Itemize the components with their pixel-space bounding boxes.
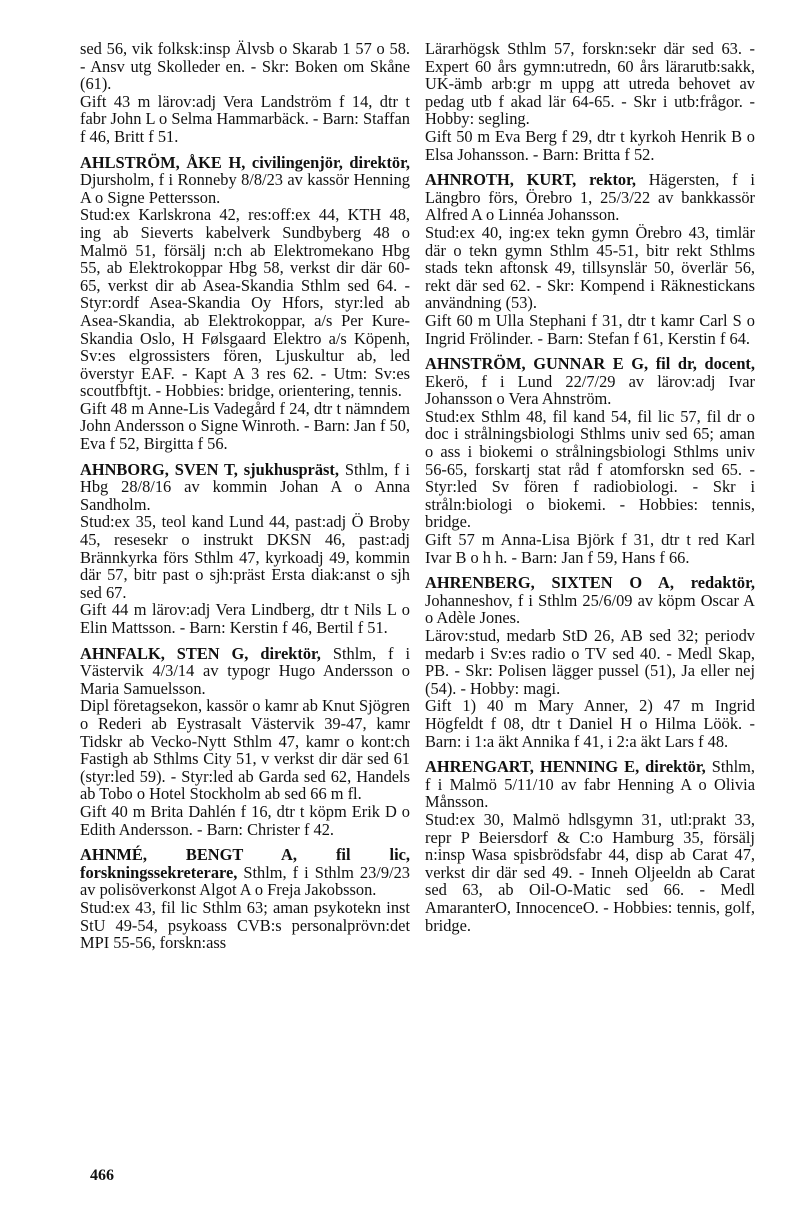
- directory-entry: [80, 40, 410, 146]
- entry-paragraph: [80, 93, 410, 146]
- page-number: 466: [90, 1167, 114, 1184]
- entry-text: Gift 60 m Ulla Stephani f 31, dtr t kamr Carl S o Ingrid Frölinder. - Barn: Stefan f 61, Kerstin f 64.: [425, 310, 755, 348]
- entry-paragraph: [425, 355, 755, 408]
- entry-text: Stud:ex 40, ing:ex tekn gymn Örebro 43, timlär där o tekn gymn Sthlm 45-51, bitr rekt Sthlms stads tekn aftonsk 49, tillsynslär 50, överlär 56, rekt där sed 62. - Skr: Kompend i Räknestickans användning (53).: [425, 222, 755, 313]
- entry-text: Gift 40 m Brita Dahlén f 16, dtr t köpm Erik D o Edith Andersson. - Barn: Christer f 42.: [80, 801, 410, 839]
- entry-paragraph: [425, 40, 755, 128]
- entry-paragraph: [80, 513, 410, 601]
- entry-paragraph: [80, 461, 410, 514]
- directory-entry: [425, 758, 755, 934]
- entry-paragraph: [80, 40, 410, 93]
- directory-entry: [425, 171, 755, 347]
- entry-paragraph: [425, 128, 755, 163]
- entry-text: Sthlm, f i Västervik 4/3/14 av typogr Hugo Andersson o Maria Samuelsson.: [80, 643, 410, 698]
- entry-paragraph: [80, 206, 410, 400]
- entry-text: Gift 43 m lärov:adj Vera Landström f 14, dtr t fabr John L o Selma Hammarbäck. - Barn: Staffan f 46, Britt f 51.: [80, 91, 410, 146]
- right-column: [425, 40, 755, 942]
- entry-text: Dipl företagsekon, kassör o kamr ab Knut Sjögren o Rederi ab Eystrasalt Västervik 39-47, kamr Tidskr ab Vecko-Nytt Sthlm 47, kamr o kont:ch Fastigh ab Sthlms City 51, v verkst dir där sed 61 (styr:led 59). - Styr:led ab Garda sed 62, Handels ab Tobo o Hotel Stockholm ab sed 66 m fl.: [80, 696, 410, 804]
- entry-text: Johanneshov, f i Sthlm 25/6/09 av köpm Oscar A o Adèle Jones.: [425, 590, 755, 628]
- entry-text: Lärarhögsk Sthlm 57, forskn:sekr där sed 63. - Expert 60 års gymn:utredn, 60 års lärarutb:sakk, UK-ämb arb:gr m uppg att utreda behovet av pedag utb f akad lär 64-65. - Skr i utb:frågor. - Hobby: segling.: [425, 39, 755, 129]
- entry-paragraph: [425, 697, 755, 750]
- directory-entry: [80, 154, 410, 453]
- entry-paragraph: [80, 697, 410, 803]
- entry-paragraph: [425, 408, 755, 531]
- directory-entry: [80, 846, 410, 952]
- entry-text: Sthlm, f i Hbg 28/8/16 av kommin Johan A o Anna Sandholm.: [80, 459, 410, 514]
- entry-heading: AHLSTRÖM, ÅKE H, civilingenjör, direktör,: [80, 152, 410, 172]
- entry-text: Sthlm, f i Sthlm 23/9/23 av polisöverkonst Algot A o Freja Jakobsson.: [80, 862, 410, 900]
- directory-entry: [425, 40, 755, 163]
- entry-text: Gift 1) 40 m Mary Anner, 2) 47 m Ingrid Högfeldt f 08, dtr t Daniel H o Hilma Löök. - Barn: i 1:a äkt Annika f 41, i 2:a äkt Lars f 48.: [425, 696, 755, 751]
- directory-entry: [80, 645, 410, 839]
- entry-paragraph: [425, 224, 755, 312]
- entry-heading: AHRENBERG, SIXTEN O A, redaktör,: [425, 573, 755, 593]
- entry-paragraph: [425, 531, 755, 566]
- entry-heading: AHNBORG, SVEN T, sjukhuspräst,: [80, 459, 339, 479]
- entry-text: Sthlm, f i Malmö 5/11/10 av fabr Henning A o Olivia Månsson.: [425, 757, 755, 812]
- entry-paragraph: [425, 574, 755, 627]
- entry-heading: AHNMÉ, BENGT A, fil lic, forskningssekreterare,: [80, 845, 410, 882]
- entry-text: sed 56, vik folksk:insp Älvsb o Skarab 1 57 o 58. - Ansv utg Skolleder en. - Skr: Boken om Skåne (61).: [80, 39, 410, 94]
- entry-text: Ekerö, f i Lund 22/7/29 av lärov:adj Ivar Johansson o Vera Ahnström.: [425, 371, 755, 409]
- entry-text: Stud:ex Karlskrona 42, res:off:ex 44, KTH 48, ing ab Sieverts kabelverk Sundbyberg 48 o Malmö 51, försälj n:ch ab Elektromekano Hbg 55, ab Elektrokoppar Hbg 58, verkst dir där 60-65, verkst dir ab Asea-Skandia Sthlm sed 64. - Styr:ordf Asea-Skandia Oy Hfors, styr:led ab Asea-Skandia, ab Elektrokoppar, a/s Per Kure-Skandia Oslo, H Følsgaard Elektro a/s Köpenh, Sv:es elgrossisters fören, Ljuskultur ab, led överstyr EAF. - Kapt A 3 res 62. - Utm: Sv:es scoutfbftjt. - Hobbies: bridge, orientering, tennis.: [80, 205, 410, 401]
- directory-entry: [80, 461, 410, 637]
- entry-paragraph: [425, 758, 755, 811]
- left-column: [80, 40, 410, 960]
- entry-heading: AHRENGART, HENNING E, direktör,: [425, 757, 706, 777]
- entry-paragraph: [80, 400, 410, 453]
- entry-text: Djursholm, f i Ronneby 8/8/23 av kassör Henning A o Signe Pettersson.: [80, 170, 410, 207]
- entry-text: Lärov:stud, medarb StD 26, AB sed 32; periodv medarb i Sv:es radio o TV sed 40. - Medl Skap, PB. - Skr: Polisen lägger pussel (51), Ja eller nej (54). - Hobby: magi.: [425, 626, 755, 698]
- entry-paragraph: [80, 154, 410, 207]
- entry-text: Hägersten, f i Längbro förs, Örebro 1, 25/3/22 av bankkassör Alfred A o Linnéa Johansson.: [425, 170, 755, 225]
- directory-entry: [425, 355, 755, 566]
- entry-paragraph: [425, 312, 755, 347]
- entry-heading: AHNROTH, KURT, rektor,: [425, 170, 636, 190]
- entry-paragraph: [425, 811, 755, 934]
- entry-paragraph: [425, 171, 755, 224]
- entry-text: Gift 57 m Anna-Lisa Björk f 31, dtr t red Karl Ivar B o h h. - Barn: Jan f 59, Hans f 66.: [425, 530, 755, 567]
- entry-paragraph: [80, 645, 410, 698]
- entry-text: Stud:ex Sthlm 48, fil kand 54, fil lic 57, fil dr o doc i strålningsbiologi Sthlms univ sed 65; aman o ass i biokemi o strålningsbiologi Sthlms univ 56-65, forskartj stat råd f atomforskn sed 65. - Styr:led Sv fören f radiobiologi. - Skr i stråln:biologi o biokemi. - Hobbies: tennis, bridge.: [425, 406, 755, 532]
- entry-text: Gift 48 m Anne-Lis Vadegård f 24, dtr t nämndem John Andersson o Signe Winroth. - Barn: Jan f 50, Eva f 52, Birgitta f 56.: [80, 398, 411, 454]
- entry-text: Stud:ex 30, Malmö hdlsgymn 31, utl:prakt 33, repr P Beiersdorf & C:o Hamburg 35, försälj n:insp Wasa spisbrödsfabr 44, disp ab Carat 47, verkst dir där sed 49. - Inneh Oljeeldn ab Carat sed 63, ab Oil-O-Matic sed 66. - Medl AmaranterO, InnocenceO. - Hobbies: tennis, golf, bridge.: [425, 809, 755, 935]
- entry-paragraph: [80, 846, 410, 899]
- entry-text: Gift 50 m Eva Berg f 29, dtr t kyrkoh Henrik B o Elsa Johansson. - Barn: Britta f 52.: [425, 126, 755, 164]
- entry-paragraph: [80, 803, 410, 838]
- entry-heading: AHNFALK, STEN G, direktör,: [80, 643, 321, 663]
- entry-text: Gift 44 m lärov:adj Vera Lindberg, dtr t Nils L o Elin Mattsson. - Barn: Kerstin f 46, Bertil f 51.: [80, 600, 410, 637]
- entry-paragraph: [80, 601, 410, 636]
- directory-entry: [425, 574, 755, 750]
- entry-paragraph: [80, 899, 410, 952]
- entry-paragraph: [425, 627, 755, 697]
- entry-text: Stud:ex 43, fil lic Sthlm 63; aman psykotekn inst StU 49-54, psykoass CVB:s personalprövn:det MPI 55-56, forskn:ass: [80, 897, 410, 953]
- entry-text: Stud:ex 35, teol kand Lund 44, past:adj Ö Broby 45, resesekr o instrukt DKSN 46, past:adj Brännkyrka förs Sthlm 47, kyrkoadj 49, kommin där 57, bitr past o sjh:präst Ersta diak:anst o sjh sed 67.: [80, 512, 410, 602]
- entry-heading: AHNSTRÖM, GUNNAR E G, fil dr, docent,: [425, 354, 755, 374]
